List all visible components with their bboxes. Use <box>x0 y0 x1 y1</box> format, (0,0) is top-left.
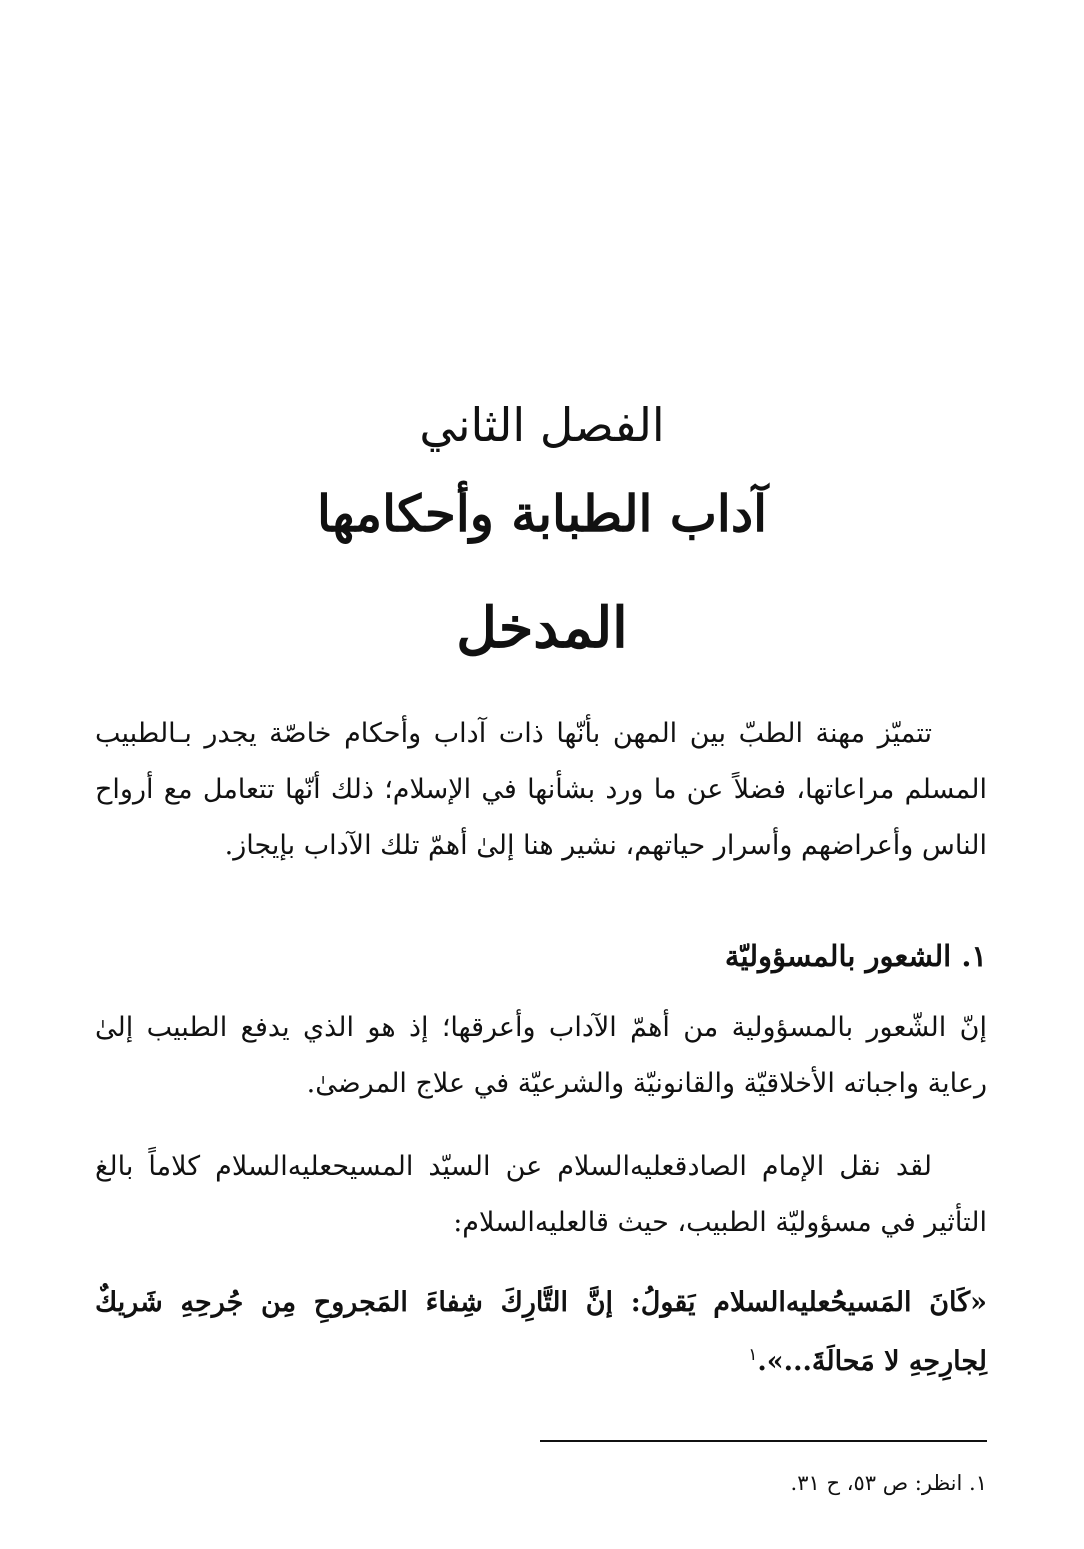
hadith-quote <box>95 1277 987 1388</box>
footnote-reference: ١ <box>748 1345 758 1365</box>
hadith-quote-text: «كَانَ المَسيحُعليه‌السلام يَقولُ: إنَّ التَّارِكَ شِفاءَ المَجروحِ مِن جُرحِهِ شَريكٌ لِجارِحِهِ لا مَحالَةَ...». <box>95 1287 987 1377</box>
subsection-heading: ١. الشعور بالمسؤوليّة <box>724 939 987 973</box>
chapter-title: آداب الطبابة وأحكامها <box>317 484 767 543</box>
subsection-paragraph-2: لقد نقل الإمام الصادقعليه‌السلام عن السيّد المسيحعليه‌السلام كلاماً بالغ التأثير في مسؤوليّة الطبيب، حيث قالعليه‌السلام: <box>95 1151 987 1238</box>
chapter-label: الفصل الثاني <box>419 398 665 452</box>
section-heading: المدخل <box>456 595 628 661</box>
subsection-paragraph-1: إنّ الشّعور بالمسؤولية من أهمّ الآداب وأعرقها؛ إذ هو الذي يدفع الطبيب إلىٰ رعاية واجباته الأخلاقيّة والقانونيّة والشرعيّة في علاج المرضىٰ. <box>95 1012 987 1099</box>
footnote-divider <box>540 1440 987 1442</box>
footnote: ١. انظر: ص ٥٣، ح ٣١. <box>790 1471 987 1495</box>
intro-paragraph: تتميّز مهنة الطبّ بين المهن بأنّها ذات آداب وأحكام خاصّة يجدر بـالطبيب المسلم مراعاتها، فضلاً عن ما ورد بشأنها في الإسلام؛ ذلك أنّها تتعامل مع أرواح الناس وأعراضهم وأسرار حياتهم، نشير هنا إلىٰ أهمّ تلك الآداب بإيجاز. <box>95 718 987 861</box>
